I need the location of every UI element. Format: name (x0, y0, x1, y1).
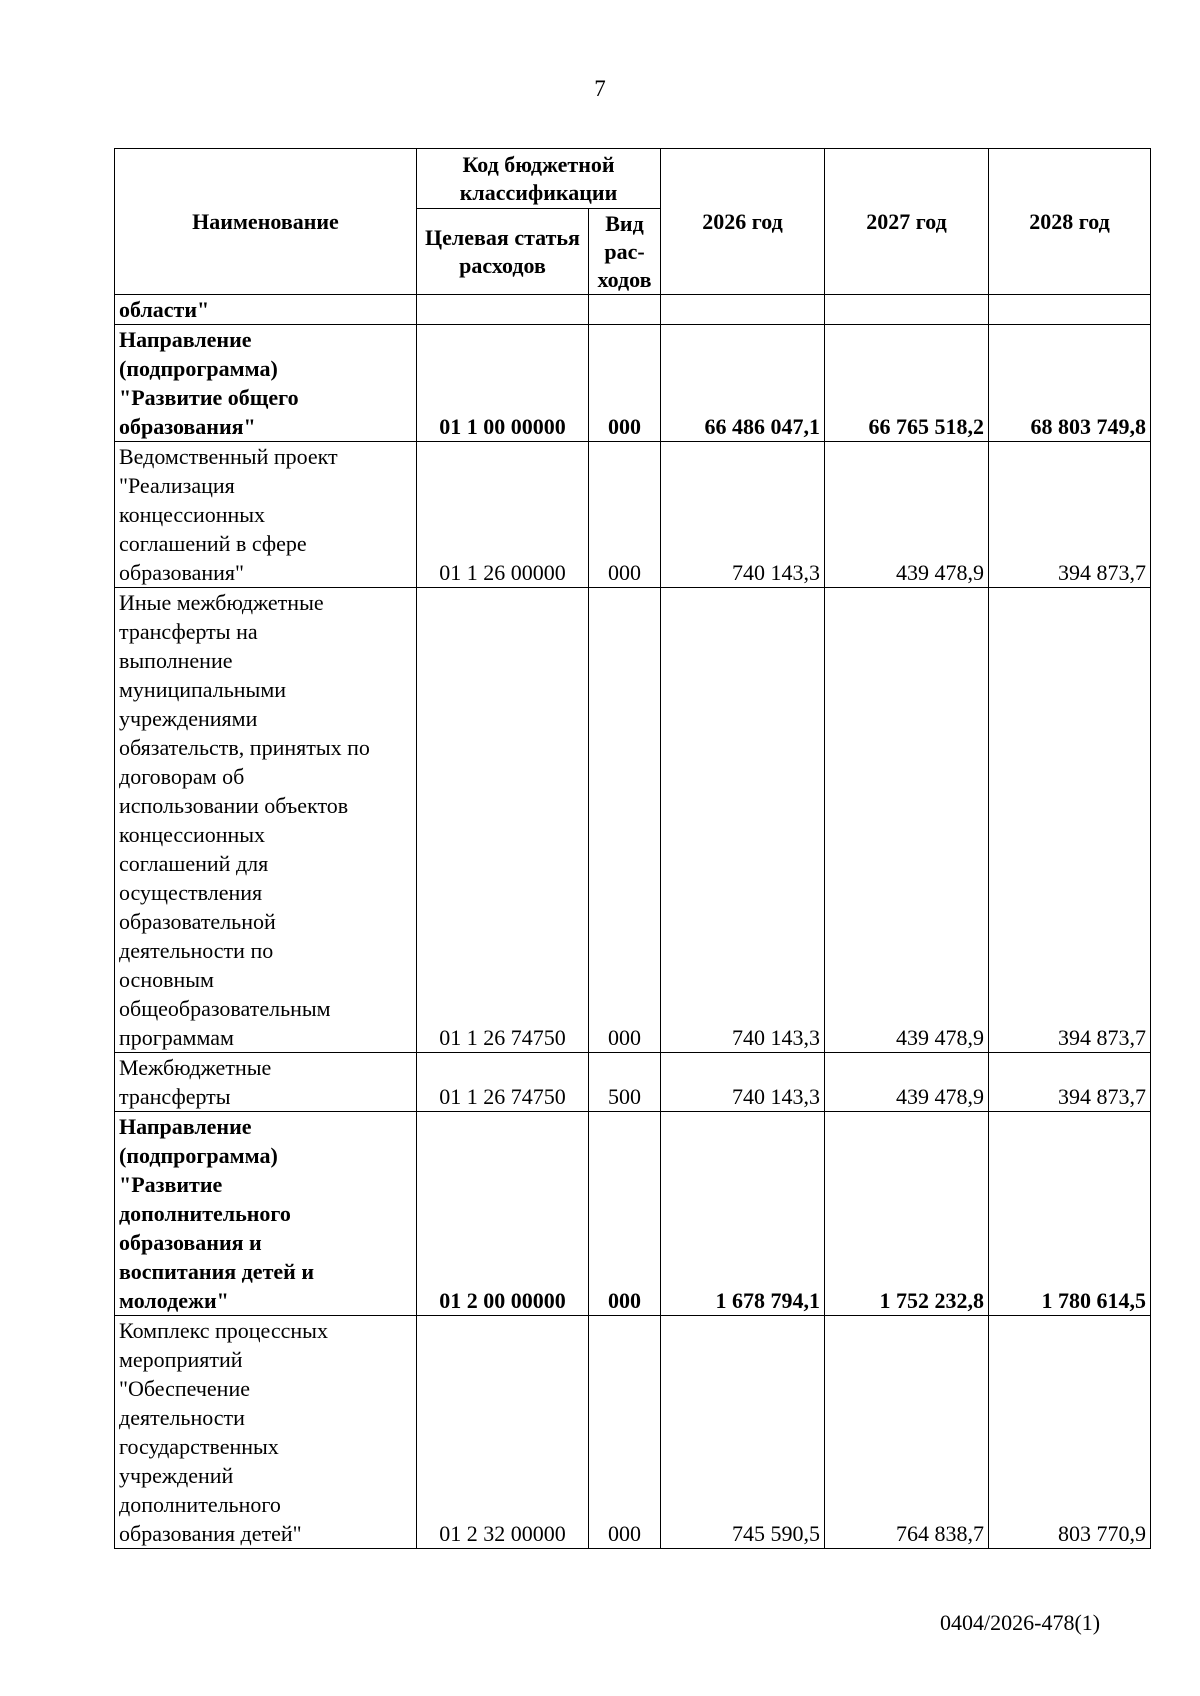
header-2026: 2026 год (661, 149, 825, 295)
cell-target-article: 01 2 00 00000 (417, 1112, 589, 1316)
cell-2027: 439 478,9 (825, 588, 989, 1053)
cell-target-article: 01 2 32 00000 (417, 1316, 589, 1549)
cell-target-article: 01 1 26 74750 (417, 588, 589, 1053)
cell-2026 (661, 295, 825, 325)
table-row (115, 442, 1151, 588)
cell-name: Межбюджетные трансферты (115, 1053, 417, 1112)
cell-2026: 740 143,3 (661, 1053, 825, 1112)
cell-2028: 394 873,7 (989, 588, 1151, 1053)
cell-name: Ведомственный проект "Реализация концессионных соглашений в сфере образования" (115, 442, 417, 588)
cell-expense-type (589, 295, 661, 325)
cell-target-article (417, 295, 589, 325)
cell-2027: 1 752 232,8 (825, 1112, 989, 1316)
cell-2026: 745 590,5 (661, 1316, 825, 1549)
cell-2028: 803 770,9 (989, 1316, 1151, 1549)
cell-2028: 394 873,7 (989, 1053, 1151, 1112)
cell-expense-type: 500 (589, 1053, 661, 1112)
page-number: 7 (594, 76, 606, 101)
cell-name: Направление (подпрограмма) "Развитие общего образования" (115, 325, 417, 442)
header-2028: 2028 год (989, 149, 1151, 295)
cell-expense-type: 000 (589, 325, 661, 442)
header-name: Наименование (115, 149, 417, 295)
cell-2027 (825, 295, 989, 325)
cell-2026: 740 143,3 (661, 588, 825, 1053)
document-code: 0404/2026-478(1) (940, 1610, 1101, 1635)
cell-2027: 66 765 518,2 (825, 325, 989, 442)
cell-2028 (989, 295, 1151, 325)
cell-2026: 66 486 047,1 (661, 325, 825, 442)
cell-expense-type: 000 (589, 1316, 661, 1549)
cell-2026: 740 143,3 (661, 442, 825, 588)
header-kbk: Код бюджетной классификации (417, 149, 661, 209)
cell-2028: 394 873,7 (989, 442, 1151, 588)
table-row (115, 325, 1151, 442)
cell-2027: 439 478,9 (825, 1053, 989, 1112)
cell-expense-type: 000 (589, 588, 661, 1053)
table-row (115, 1112, 1151, 1316)
cell-expense-type: 000 (589, 1112, 661, 1316)
header-2027: 2027 год (825, 149, 989, 295)
cell-target-article: 01 1 26 00000 (417, 442, 589, 588)
cell-2027: 439 478,9 (825, 442, 989, 588)
cell-2028: 1 780 614,5 (989, 1112, 1151, 1316)
header-expense-type: Вид рас-ходов (589, 209, 661, 295)
cell-2027: 764 838,7 (825, 1316, 989, 1549)
cell-2028: 68 803 749,8 (989, 325, 1151, 442)
cell-target-article: 01 1 26 74750 (417, 1053, 589, 1112)
cell-name: Иные межбюджетные трансферты на выполнение муниципальными учреждениями обязательств, принятых по договорам об использовании объектов концессионных соглашений для осуществления образовательной деятельности по основным общеобразовательным программам (115, 588, 417, 1053)
cell-name: области" (115, 295, 417, 325)
header-target-article: Целевая статья расходов (417, 209, 589, 295)
table-row (115, 295, 1151, 325)
cell-2026: 1 678 794,1 (661, 1112, 825, 1316)
budget-table (114, 148, 1151, 1549)
table-row (115, 1316, 1151, 1549)
table-body (115, 295, 1151, 1549)
cell-name: Направление (подпрограмма) "Развитие дополнительного образования и воспитания детей и молодежи" (115, 1112, 417, 1316)
cell-name: Комплекс процессных мероприятий "Обеспечение деятельности государственных учреждений дополнительного образования детей" (115, 1316, 417, 1549)
table-row (115, 588, 1151, 1053)
cell-target-article: 01 1 00 00000 (417, 325, 589, 442)
cell-expense-type: 000 (589, 442, 661, 588)
table-row (115, 1053, 1151, 1112)
